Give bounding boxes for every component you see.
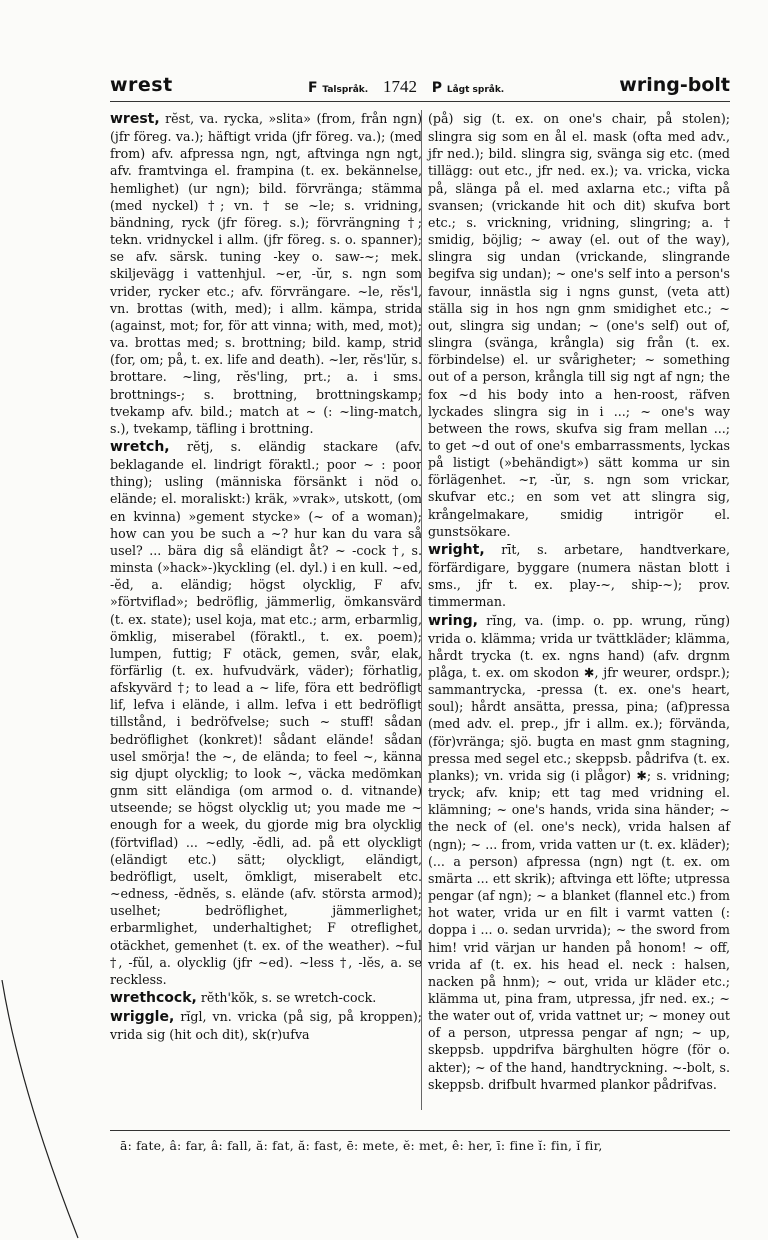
entry-headword: wrethcock, <box>110 989 197 1006</box>
header-rule <box>110 101 730 102</box>
column-divider <box>421 110 422 1110</box>
left-column <box>110 110 422 1043</box>
p-label: Lågt språk. <box>446 85 505 95</box>
dictionary-entry <box>110 989 422 1007</box>
p-letter: P <box>431 80 443 96</box>
page-edge-stroke <box>0 980 80 1240</box>
dictionary-entry <box>110 438 422 988</box>
header-center <box>308 77 504 97</box>
left-guide-word: wrest <box>110 74 173 96</box>
entry-body: rĭgl, vn. vricka (på sig, på kroppen); vrida sig (hit och dit), sk(r)ufva <box>110 1009 422 1043</box>
entry-body: rĕth'kŏk, s. se wretch-cock. <box>196 989 377 1005</box>
entry-body: rĭng, va. (imp. o. pp. wrung, rŭng) vrida o. klämma; vrida ur tvättkläder; klämma, hårdt trycka (t. ex. ngns hand) (afv. drgnm plåga, t. ex. om skodon ✱, jfr weurer, ordspr.); sammantrycka, -pressa (t. ex. one's heart, soul); hårdt ansätta, pressa, pina; (af)pressa (med adv. el. prep., jfr i allm. ex.); förvända, (för)vränga; sjö. bugta en mast gnm stagning, pressa med segel etc.; skeppsb. pådrifva (t. ex. planks); vn. vrida sig (i plågor) ✱; s. vridning; tryck; afv. knip; ett tag med vridning el. klämning; ~ one's hands, vrida sina händer; ~ the neck of (el. one's neck), vrida halsen af (ngn); ~ ... from, vrida vatten ur (t. ex. kläder); (... a person) afpressa (ngn) ngt (t. ex. om smärta ... ett skrik); aftvinga ett löfte; utpressa pengar (af ngn); ~ a blanket (flannel etc.) from hot water, vrida ur en filt i varmt vatten (: doppa i ... o. sedan urvrida); ~ the sword from him! vrid värjan ur handen på honom! ~ off, vrida af (t. ex. his head el. neck : halsen, nacken på hnm); ~ out, vrida ur kläder etc.; klämma ut, pina fram, utpressa, jfr ned. ex.; ~ the water out of, vrida vattnet ur; ~ money out of a person, utpressa pengar af ngn; ~ up, skeppsb. uppdrifva bärghulten högre (för o. akter); ~ of the hand, handtryckning. ~-bolt, s. skeppsb. drifbult hvarmed plankor pådrifvas. <box>428 612 730 1092</box>
page-header <box>110 74 730 98</box>
dictionary-entry <box>110 1008 422 1043</box>
entry-body: rĕtj, s. eländig stackare (afv. beklagande el. lindrigt föraktl.; poor ~ : poor thing); usling (människa försänkt i nöd o. elände; el. moraliskt:) kräk, »vrak», utskott, (om en kvinna) »gement stycke» (~ of a woman); how can you be such a ~? hur kan du vara så usel? ... bära dig så eländigt åt? ~ -cock †, s. minsta (»hack»-)kyckling (el. dyl.) i en kull. ~ed, -ĕd, a. eländig; högst olycklig, F afv. »förtviflad»; bedröflig, jämmerlig, ömkansvärd (t. ex. state); usel koja, mat etc.; arm, erbarmlig, ömklig, miserabel (föraktl., t. ex. poem); lumpen, futtig; F otäck, gemen, svår, elak, förfärlig (t. ex. hufvudvärk, väder); förhatlig, afskyvärd †; to lead a ~ life, föra ett bedröfligt lif, lefva i elände, i allm. lefva i ett bedröfligt tillstånd, i bedröfvelse; such ~ stuff! sådan bedröflighet (konkret)! sådant elände! sådan usel smörja! the ~, de elända; to feel ~, känna sig djupt olycklig; to look ~, väcka medömkan gnm sitt eländiga (om armod o. d. vitnande) utseende; se högst olycklig ut; you made me ~ enough for a week, du gjorde mig bra olycklig (förtviflad) ... ~edly, -ĕdli, ad. på ett olyckligt (eländigt etc.) sätt; olyckligt, eländigt, bedröfligt, uselt, ömkligt, miserabelt etc. ~edness, -ĕdnĕs, s. elände (afv. största armod); uselhet; bedröflighet, jämmerlighet; erbarmlighet, underhaltighet; F otreflighet, otäckhet, gemenhet (t. ex. of the weather). ~ful †, -fŭl, a. olycklig (jfr ~ed). ~less †, -lĕs, a. se reckless. <box>110 438 422 987</box>
dictionary-entry-continued <box>428 110 730 540</box>
footer-rule <box>110 1130 730 1131</box>
pronunciation-key: ā: fate, â: far, â: fall, ă: fat, ă: fast, ē: mete, ĕ: met, ê: her, ī: fine ĭ: fin, ĭ fir, <box>120 1138 603 1153</box>
entry-body: (på) sig (t. ex. on one's chair, på stolen); slingra sig som en ål el. mask (ofta med adv., jfr ned.); bild. slingra sig, svänga sig etc. (med tillägg: out etc., jfr ned. ex.); va. vricka, vicka på, slänga på el. med axlarna etc.; vifta på svansen; (vrickande hit och dit) skufva bort etc.; s. vrickning, vridning, slingring; a. † smidig, böjlig; ~ away (el. out of the way), slingra sig undan (vrickande, slingrande begifva sig undan); ~ one's self into a person's favour, innästla sig i ngns gunst, (veta att) ställa sig in hos ngn gnm smidighet etc.; ~ out, slingra sig undan; ~ (one's self) out of, slingra (svänga, krångla) sig från (t. ex. förbindelse) el. ur svårigheter; ~ something out of a person, krångla till sig ngt af ngn; the fox ~d his body into a hen-roost, räfven lyckades slingra sig in i ...; ~ one's way between the rows, skufva sig fram mellan ...; to get ~d out of one's embarrassments, lyckas på listigt (»behändigt») sätt komma ur sin förlägenhet. ~r, -ŭr, s. ngn som vrickar, skufvar etc.; en som vet att slingra sig, krångelmakare, smidig intrigör el. gunstsökare. <box>428 111 730 539</box>
entry-headword: wriggle, <box>110 1009 175 1026</box>
dictionary-entry <box>428 612 730 1093</box>
f-label: Talspråk. <box>322 85 369 95</box>
dictionary-entry <box>428 541 730 611</box>
entry-body: rīt, s. arbetare, handtverkare, förfärdigare, byggare (numera nästan blott i sms., jfr t. ex. play-~, ship-~); prov. timmerman. <box>428 541 730 610</box>
entry-body: rĕst, va. rycka, »slita» (from, från ngn) (jfr föreg. va.); häftigt vrida (jfr föreg. va.); (med from) afv. afpressa ngn, ngt, aftvinga ngn ngt, afv. framtvinga el. frampina (t. ex. bekännelse, hemlighet) (ur ngn); bild. förvränga; stämma (med nyckel) †; vn. † se ~le; s. vridning, bändning, ryck (jfr föreg. s.); förvrängning †; tekn. vridnyckel i allm. (jfr föreg. s. o. spanner); se afv. särsk. tuning -key o. saw-~; mek. skiljevägg i vattenhjul. ~er, -ŭr, s. ngn som vrider, rycker etc.; afv. förvrängare. ~le, rĕs'l, vn. brottas (with, med); i allm. kämpa, strida (against, mot; for, för att vinna; with, med, mot); va. brottas med; s. brottning; bild. kamp, strid (for, om; på, t. ex. life and death). ~ler, rĕs'lŭr, s. brottare. ~ling, rĕs'ling, prt.; a. i sms. brottnings-; s. brottning, brottningskamp; tvekamp afv. bild.; match at ~ (: ~ling-match, s.), tvekamp, täfling i brottning. <box>110 111 422 436</box>
entry-headword: wright, <box>428 541 485 558</box>
page-number: 1742 <box>383 77 417 96</box>
entry-headword: wretch, <box>110 438 170 455</box>
right-column <box>428 110 730 1093</box>
dictionary-entry <box>110 110 422 437</box>
entry-headword: wring, <box>428 612 478 629</box>
entry-headword: wrest, <box>110 111 160 127</box>
right-guide-word: wring-bolt <box>619 74 730 96</box>
f-letter: F <box>308 80 318 96</box>
